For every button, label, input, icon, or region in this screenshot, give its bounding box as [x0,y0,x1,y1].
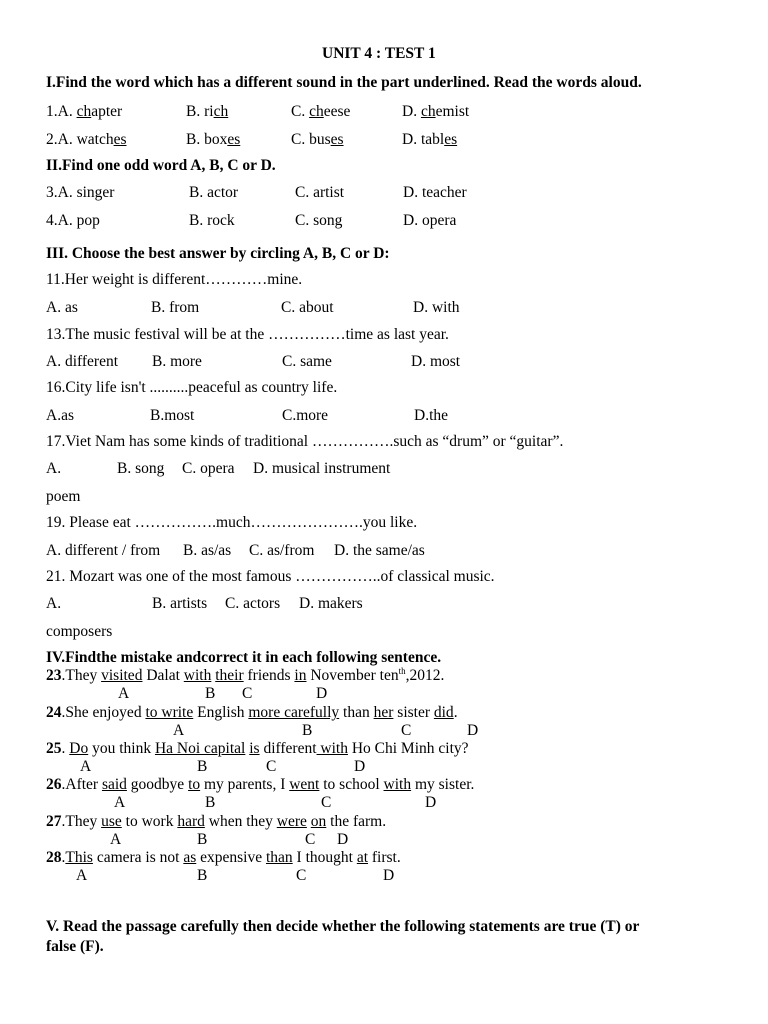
letter-b: B [197,867,208,884]
option-c: C.more [282,407,329,424]
question-25: 25. Do you think Ha Noi capital is different with Ho Chi Minh city? [46,740,469,757]
letter-a: A [110,831,122,848]
option-a-wrap: composers [46,623,113,640]
letter-c: C [266,758,277,775]
section-2-heading: II.Find one odd word A, B, C or D. [46,157,276,174]
option-a-wrap: poem [46,488,81,505]
question-2: 2.A. watches [46,131,127,148]
option-d: D. chemist [402,103,470,120]
section-4-heading: IV.Findthe mistake andcorrect it in each following sentence. [46,649,442,666]
question-number: 2. [46,131,58,148]
letter-b: B [205,794,216,811]
option-b: B. as/as [183,542,232,559]
letter-d: D [383,867,395,884]
option-c: C. actors [225,595,281,612]
letter-c: C [296,867,307,884]
question-26: 26.After said goodbye to my parents, I went to school with my sister. [46,776,475,793]
option-c: C. as/from [249,542,315,559]
option-d: D. makers [299,595,363,612]
letter-b: B [197,831,208,848]
question-17: 17.Viet Nam has some kinds of traditional …………….such as “drum” or “guitar”. [46,433,564,450]
question-3: 3.A. singer [46,184,115,201]
question-24: 24.She enjoyed to write English more carefully than her sister did. [46,704,458,721]
letter-a: A [114,794,126,811]
question-11: 11.Her weight is different…………mine. [46,271,303,288]
letter-d: D [425,794,437,811]
letter-d: D [316,685,328,702]
question-number: 1. [46,103,58,120]
option-a: A. as [46,299,78,316]
option-d: D. teacher [403,184,467,201]
letter-d: D [337,831,349,848]
option-d: D. the same/as [334,542,425,559]
letter-a: A [118,685,130,702]
option-b: B. from [151,299,200,316]
letter-a: A [80,758,92,775]
page-title: UNIT 4 : TEST 1 [322,45,436,62]
question-23: 23.They visited Dalat with their friends in November ten$^{th}$,2012. [46,665,445,684]
option-a: A. different / from [46,542,161,559]
option-b: B. song [117,460,165,477]
section-5-heading: V. Read the passage carefully then decide whether the following statements are true (T) or [46,918,640,935]
letter-c: C [242,685,253,702]
question-19: 19. Please eat …………….much………………….you like. [46,514,418,531]
option-b: B. boxes [186,131,241,148]
option-b: B. more [152,353,202,370]
option-b: B. rock [189,212,235,229]
option-a: A. [46,460,62,477]
letter-a: A [173,722,185,739]
letter-b: B [302,722,313,739]
option-c: C. same [282,353,332,370]
letter-b: B [197,758,208,775]
option-c: C. opera [182,460,235,477]
question-21: 21. Mozart was one of the most famous ……………..of classical music. [46,568,495,585]
option-d: D. musical instrument [253,460,391,477]
section-5-heading-cont: false (F). [46,938,104,955]
question-27: 27.They use to work hard when they were on the farm. [46,813,387,830]
section-1-heading: I.Find the word which has a different sound in the part underlined. Read the words aloud. [46,74,642,91]
option-b: B. actor [189,184,239,201]
section-3-heading: III. Choose the best answer by circling A, B, C or D: [46,245,390,262]
option-a: A.as [46,407,74,424]
question-16: 16.City life isn't ..........peaceful as country life. [46,379,338,396]
option-a: A. different [46,353,119,370]
option-b: B. rich [186,103,229,120]
option-c: C. cheese [291,103,351,120]
option-c: C. song [295,212,343,229]
option-d: D.the [414,407,449,424]
option-d: D. most [411,353,461,370]
option-d: D. tables [402,131,458,148]
letter-d: D [467,722,479,739]
letter-c: C [321,794,332,811]
letter-d: D [354,758,366,775]
question-28: 28.This camera is not as expensive than I thought at first. [46,849,401,866]
option-a: A. [46,595,62,612]
letter-a: A [76,867,88,884]
letter-c: C [305,831,316,848]
option-c: C. about [281,299,334,316]
letter-c: C [401,722,412,739]
option-b: B.most [150,407,195,424]
option-c: C. artist [295,184,345,201]
option-c: C. buses [291,131,344,148]
question-1: 1.A. chapter [46,103,123,120]
option-b: B. artists [152,595,208,612]
option-d: D. with [413,299,460,316]
option-d: D. opera [403,212,457,229]
question-4: 4.A. pop [46,212,100,229]
question-13: 13.The music festival will be at the ……………time as last year. [46,326,449,343]
letter-b: B [205,685,216,702]
